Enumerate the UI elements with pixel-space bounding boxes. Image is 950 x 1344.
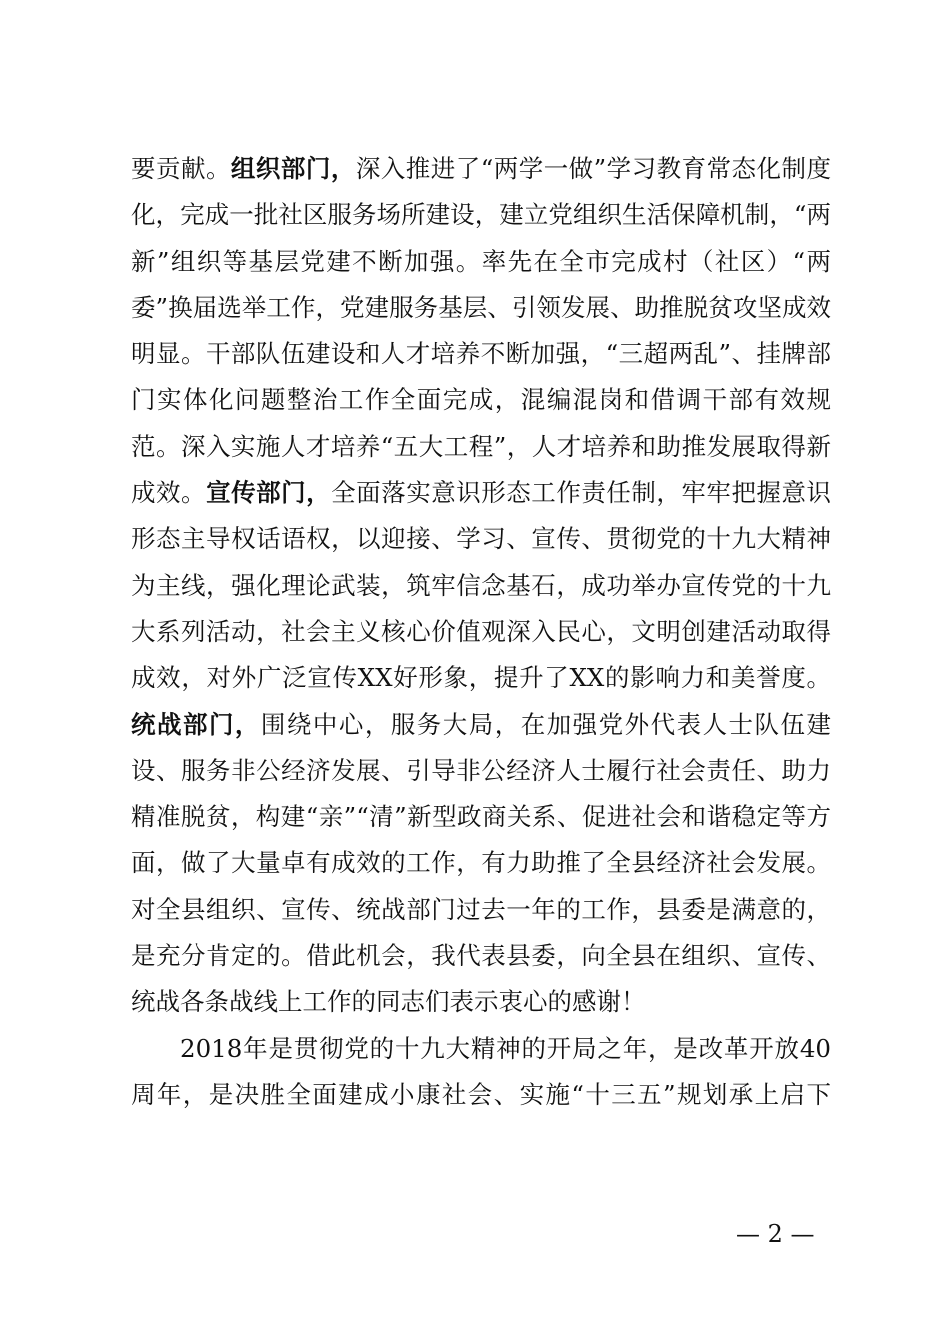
- paragraph-1-text-1: 要贡献。: [131, 154, 231, 183]
- paragraph-department-achievements: [131, 146, 831, 1026]
- heading-publicity-department: 宣传部门，: [206, 478, 332, 508]
- heading-united-front-department: 统战部门，: [131, 709, 261, 739]
- heading-organization-department: 组织部门，: [230, 154, 356, 183]
- paragraph-1-text-3: 全面落实意识形态工作责任制，牢牢把握意识形态主导权话语权，以迎接、学习、宣传、贯彻党的十九大精神为主线，强化理论武装，筑牢信念基石，成功举办宣传党的十九大系列活动，社会主义核心价值观深入民心，文明创建活动取得成效，对外广泛宣传XX好形象，提升了XX的影响力和美誉度。: [131, 478, 832, 693]
- paragraph-1-text-4: 围绕中心，服务大局，在加强党外代表人士队伍建设、服务非公经济发展、引导非公经济人士履行社会责任、助力精准脱贫，构建“亲”“清”新型政商关系、促进社会和谐稳定等方面，做了大量卓有成效的工作，有力助推了全县经济社会发展。对全县组织、宣传、统战部门过去一年的工作，县委是满意的，是充分肯定的。借此机会，我代表县委，向全县在组织、宣传、统战各条战线上工作的同志们表示衷心的感谢！: [131, 709, 832, 1017]
- paragraph-1-text-2: 深入推进了“两学一做”学习教育常态化制度化，完成一批社区服务场所建设，建立党组织生活保障机制，“两新”组织等基层党建不断加强。率先在全市完成村（社区）“两委”换届选举工作，党建服务基层、引领发展、助推脱贫攻坚成效明显。干部队伍建设和人才培养不断加强，“三超两乱”、挂牌部门实体化问题整治工作全面完成，混编混岗和借调干部有效规范。深入实施人才培养“五大工程”，人才培养和助推发展取得新成效。: [131, 154, 831, 508]
- page-number: — 2 —: [736, 1220, 815, 1248]
- paragraph-2018-outlook: [131, 1026, 831, 1119]
- document-body: [131, 146, 831, 1118]
- paragraph-2-text: 2018年是贯彻党的十九大精神的开局之年，是改革开放40周年，是决胜全面建成小康社会、实施“十三五”规划承上启下: [131, 1033, 831, 1109]
